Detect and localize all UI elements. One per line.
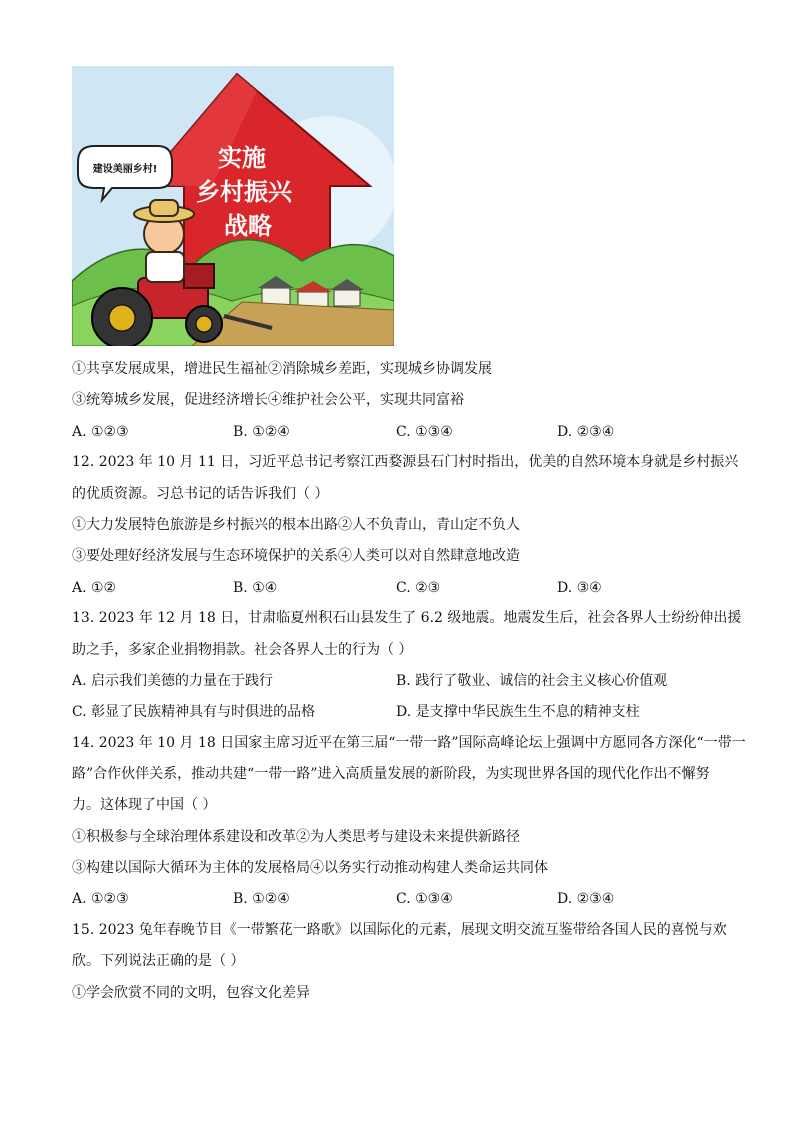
speech-bubble-text: 建设美丽乡村!: [92, 164, 158, 175]
q15-stem-line-1: 15. 2023 兔年春晚节目《一带繁花一路歌》以国际化的元素，展现文明交流互鉴带给各国人民的喜悦与欢: [72, 922, 727, 938]
q14-option-a[interactable]: A. ①②③: [72, 891, 129, 907]
q12-option-d[interactable]: D. ③④: [557, 580, 602, 596]
q13-option-b[interactable]: B. 践行了敬业、诚信的社会主义核心价值观: [396, 673, 668, 689]
q12-stem-line-1: 12. 2023 年 10 月 11 日，习近平总书记考察江西婺源县石门村时指出，优美的自然环境本身就是乡村振兴: [72, 454, 739, 470]
q15-stem-line-2: 欣。下列说法正确的是（ ）: [72, 953, 245, 969]
arrow-text-line-3: 战略: [224, 212, 272, 240]
q14-option-c[interactable]: C. ①③④: [396, 891, 453, 907]
q12-option-a[interactable]: A. ①②: [72, 580, 117, 596]
cartoon-image: [72, 66, 394, 346]
q15-statement-line-1: ①学会欣赏不同的文明，包容文化差异: [72, 985, 310, 1001]
q14-stem-line-1: 14. 2023 年 10 月 18 日国家主席习近平在第三届“一带一路”国际高峰论坛上强调中方愿同各方深化“一带一: [72, 735, 746, 751]
q12-statement-line-1: ①大力发展特色旅游是乡村振兴的根本出路②人不负青山，青山定不负人: [72, 517, 520, 533]
q13-stem-line-1: 13. 2023 年 12 月 18 日，甘肃临夏州积石山县发生了 6.2 级地震。地震发生后，社会各界人士纷纷伸出援: [72, 610, 742, 626]
q13-option-a[interactable]: A. 启示我们美德的力量在于践行: [72, 673, 274, 689]
q11-option-b[interactable]: B. ①②④: [233, 424, 290, 440]
arrow-text-line-2: 乡村振兴: [196, 178, 292, 206]
q11-option-d[interactable]: D. ②③④: [557, 424, 615, 440]
q13-option-c[interactable]: C. 彰显了民族精神具有与时俱进的品格: [72, 704, 316, 720]
q14-statement-line-2: ③构建以国际大循环为主体的发展格局④以务实行动推动构建人类命运共同体: [72, 860, 548, 876]
q14-stem-line-3: 力。这体现了中国（ ）: [72, 797, 217, 813]
q12-stem-line-2: 的优质资源。习总书记的话告诉我们（ ）: [72, 486, 329, 502]
q11-statement-line-2: ③统筹城乡发展，促进经济增长④维护社会公平，实现共同富裕: [72, 392, 464, 408]
q14-option-b[interactable]: B. ①②④: [233, 891, 290, 907]
rural-revitalization-illustration: [72, 66, 394, 346]
q12-statement-line-2: ③要处理好经济发展与生态环境保护的关系④人类可以对自然肆意地改造: [72, 548, 520, 564]
arrow-text-line-1: 实施: [218, 144, 266, 172]
q11-option-c[interactable]: C. ①③④: [396, 424, 453, 440]
q14-statement-line-1: ①积极参与全球治理体系建设和改革②为人类思考与建设未来提供新路径: [72, 829, 520, 845]
q11-statement-line-1: ①共享发展成果，增进民生福祉②消除城乡差距，实现城乡协调发展: [72, 361, 492, 377]
q13-stem-line-2: 助之手，多家企业捐物捐款。社会各界人士的行为（ ）: [72, 642, 413, 658]
q13-option-d[interactable]: D. 是支撑中华民族生生不息的精神支柱: [396, 704, 640, 720]
q12-option-c[interactable]: C. ②③: [396, 580, 441, 596]
q14-option-d[interactable]: D. ②③④: [557, 891, 615, 907]
q12-option-b[interactable]: B. ①④: [233, 580, 278, 596]
q14-stem-line-2: 路”合作伙伴关系，推动共建“一带一路”进入高质量发展的新阶段，为实现世界各国的现代化作出不懈努: [72, 766, 710, 782]
q11-option-a[interactable]: A. ①②③: [72, 424, 129, 440]
